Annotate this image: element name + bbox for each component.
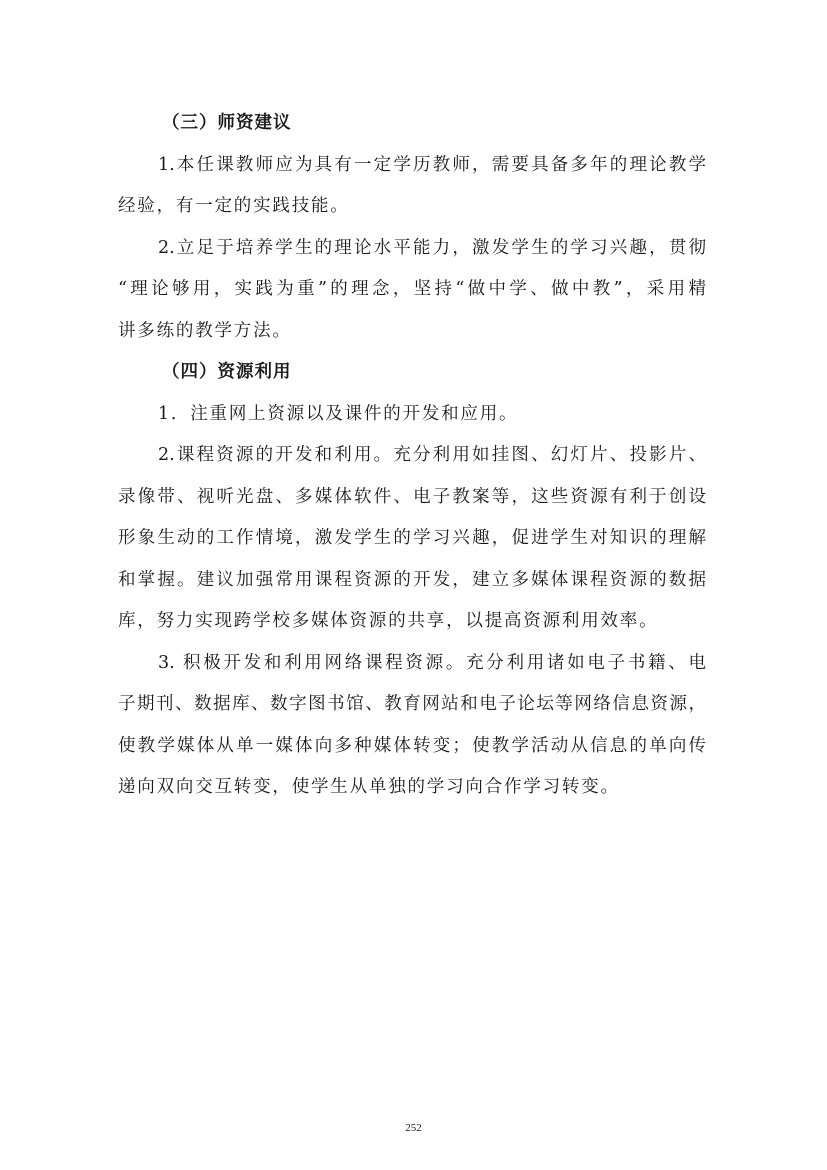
paragraph-line: 录像带、视听光盘、多媒体软件、电子教案等，这些资源有利于创设 (118, 486, 706, 507)
section-resource-utilization (118, 352, 706, 809)
section-teacher-recommendations (118, 103, 706, 352)
paragraph-line: 库，努力实现跨学校多媒体资源的共享，以提高资源利用效率。 (118, 611, 659, 631)
page-number: 252 (405, 1122, 422, 1134)
paragraph (118, 145, 706, 228)
paragraph-line: 1.本任课教师应为具有一定学历教师，需要具备多年的理论教学 (158, 154, 706, 175)
paragraph-line: 1．注重网上资源以及课件的开发和应用。 (158, 403, 519, 424)
paragraph (118, 228, 706, 353)
paragraph-line: 2.课程资源的开发和利用。充分利用如挂图、幻灯片、投影片、 (158, 445, 706, 465)
paragraph-line: 和掌握。建议加强常用课程资源的开发，建立多媒体课程资源的数据 (118, 569, 706, 590)
paragraph-line: 经验，有一定的实践技能。 (118, 196, 350, 216)
paragraph (118, 394, 706, 436)
paragraph (118, 643, 706, 809)
paragraph-line: 子期刊、数据库、数字图书馆、教育网站和电子论坛等网络信息资源， (118, 694, 706, 714)
paragraph (118, 435, 706, 643)
paragraph-line: 讲多练的教学方法。 (118, 320, 292, 341)
document-body (118, 103, 706, 809)
paragraph-line: “理论够用，实践为重”的理念，坚持“做中学、做中教”，采用精 (118, 279, 706, 299)
paragraph-line: 使教学媒体从单一媒体向多种媒体转变；使教学活动从信息的单向传 (118, 735, 706, 756)
section-heading: （三）师资建议 (162, 113, 292, 133)
paragraph-line: 2.立足于培养学生的理论水平能力，激发学生的学习兴趣，贯彻 (158, 237, 706, 258)
paragraph-line: 形象生动的工作情境，激发学生的学习兴趣，促进学生对知识的理解 (118, 528, 706, 548)
paragraph-line: 3. 积极开发和利用网络课程资源。充分利用诸如电子书籍、电 (158, 652, 706, 673)
section-heading: （四）资源利用 (162, 362, 292, 382)
paragraph-line: 递向双向交互转变，使学生从单独的学习向合作学习转变。 (118, 777, 620, 797)
